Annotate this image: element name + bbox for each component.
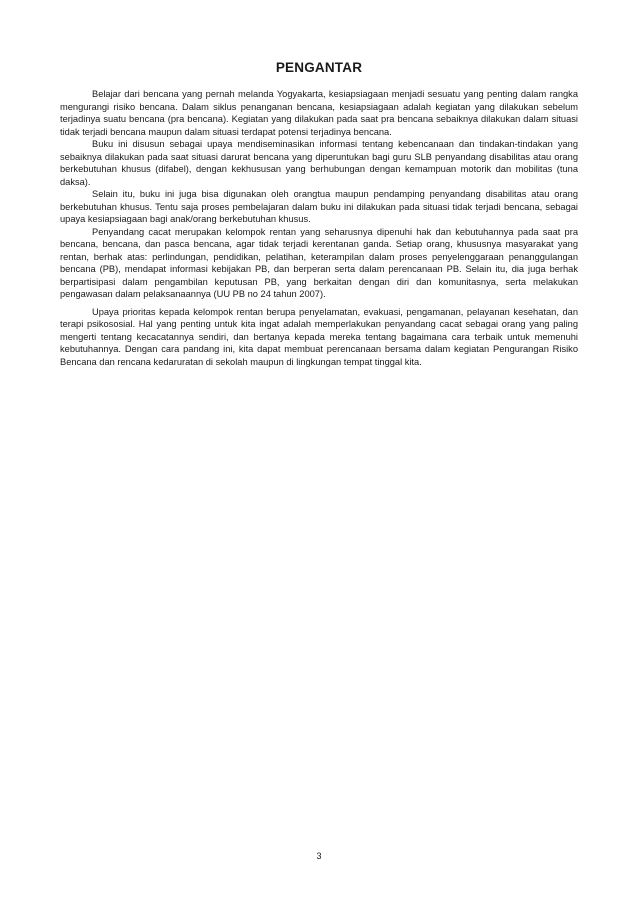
paragraph-1: Belajar dari bencana yang pernah melanda Yogyakarta, kesiapsiagaan menjadi sesuatu yang penting dalam rangka mengurangi risiko bencana. Dalam siklus penanganan bencana, kesiapsiagaan adalah kegiatan yang dilakukan sebelum terjadinya suatu bencana (pra bencana). Kegiatan yang dilakukan pada saat pra bencana sebaiknya dilakukan dalam situasi tidak terjadi bencana maupun dalam situasi terdapat potensi terjadinya bencana. [60,89,578,137]
page-title: PENGANTAR [275,60,363,75]
paragraph-3: Selain itu, buku ini juga bisa digunakan oleh orangtua maupun pendamping penyandang disabilitas atau orang berkebutuhan khusus. Tentu saja proses pembelajaran dalam buku ini dilakukan pada situasi tidak terjadi bencana, sebagai upaya kesiapsiagaan bagi anak/orang berkebutuhan khusus. [60,189,578,224]
paragraph-4: Penyandang cacat merupakan kelompok rentan yang seharusnya dipenuhi hak dan kebutuhannya pada saat pra bencana, bencana, dan pasca bencana, agar tidak terjadi kerentanan ganda. Setiap orang, khususnya masyarakat yang rentan, berhak atas: perlindungan, pendidikan, pelatihan, keterampilan dalam proses penyelenggaraan penanggulangan bencana (PB), mendapat informasi kebijakan PB, dan berperan serta dalam perencanaan PB. Selain itu, dia juga berhak berpartisipasi dalam pengambilan keputusan PB, yang berkaitan dengan diri dan komunitasnya, serta melakukan pengawasan dalam pelaksanaannya (UU PB no 24 tahun 2007). [60,226,578,299]
paragraph-2: Buku ini disusun sebagai upaya mendiseminasikan informasi tentang kebencanaan dan tindakan-tindakan yang sebaiknya dilakukan pada saat situasi darurat bencana yang diperuntukan bagi guru SLB penyandang disabilitas atau orang berkebutuhan khusus (difabel), dengan kekhususan yang berhubungan dengan kemampuan motorik dan mobilitas (tuna daksa). [60,139,578,187]
document-page [60,60,578,368]
paragraph-5: Upaya prioritas kepada kelompok rentan berupa penyelamatan, evakuasi, pengamanan, pelayanan kesehatan, dan terapi psikososial. Hal yang penting untuk kita ingat adalah memperlakukan penyandang cacat sebagai orang yang paling mengerti tentang kecacatannya sendiri, dan bertanya kepada mereka tentang bagaimana cara terbaik untuk memenuhi kebutuhannya. Dengan cara pandang ini, kita dapat membuat perencanaan bersama dalam kegiatan Pengurangan Risiko Bencana dan rencana kedaruratan di sekolah maupun di lingkungan tempat tinggal kita. [60,306,578,367]
document-body [60,88,578,368]
page-number: 3 [316,851,322,861]
